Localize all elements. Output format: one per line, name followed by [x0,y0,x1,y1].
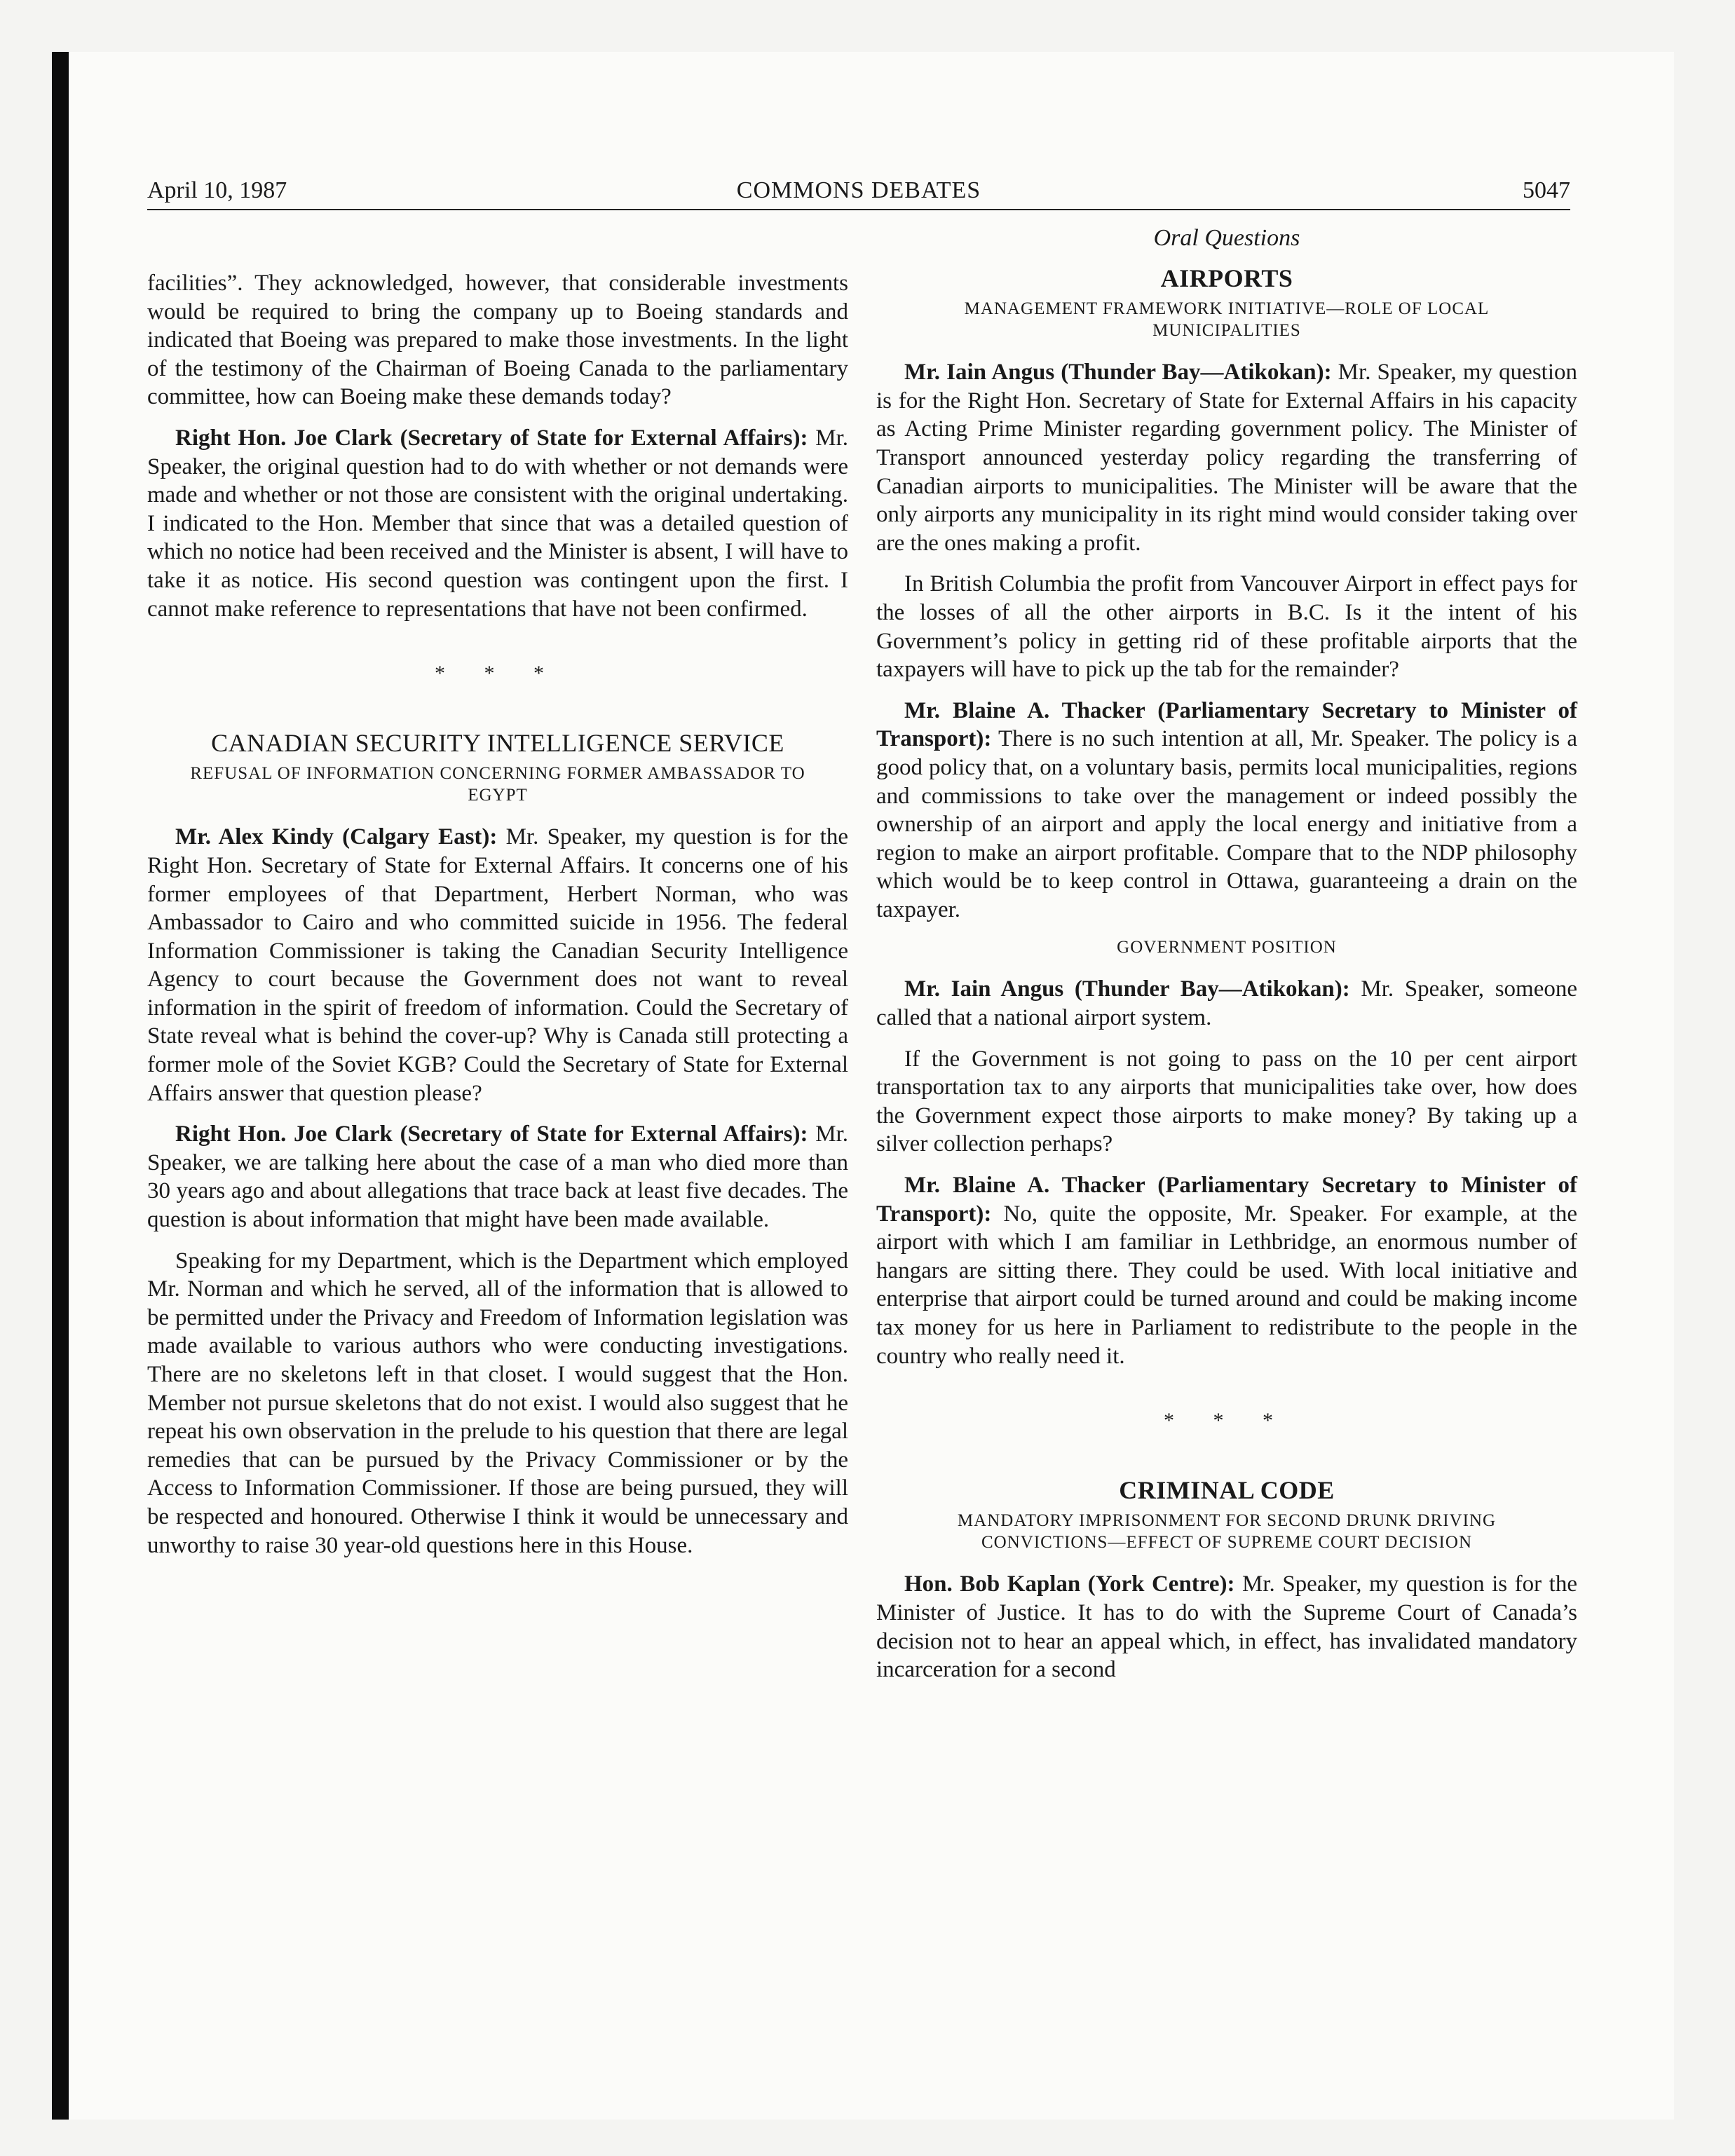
section-heading: CANADIAN SECURITY INTELLIGENCE SERVICE [211,728,784,757]
right-column [876,224,1577,1697]
speech-paragraph [876,697,1577,925]
speech-text: No, quite the opposite, Mr. Speaker. For example, at the airport with which I am familiar in Lethbridge, an enormous number of hangars are sitting there. They could be used. With local initiative and enterprise that airport could be turned around and could be making income tax money for us here in Parliament to redistribute to the people in the country who really need it. [876,1201,1577,1369]
speech-text: Mr. Speaker, the original question had to do with whether or not demands were made and whether or not those are consistent with the original undertaking. I indicated to the Hon. Member that since that was a detailed question of which no notice had been received and the Minister is absent, I will have to take it as notice. His second question was contingent upon the first. I cannot make reference to representations that have not been confirmed. [147,425,848,622]
speech-paragraph [147,1120,848,1234]
paragraph: Speaking for my Department, which is the Department which employed Mr. Norman and which he served, all of the information that is allowed to be permitted under the Privacy and Freedom of Information legislation was made available to various authors who were conducting investigations. There are no skeletons left in that closet. I would suggest that the Hon. Member not pursue skeletons that do not exist. I would also suggest that he repeat his own observation in the prelude to his question that there are legal remedies that can be pursued by the Privacy Commissioner or by the Access to Information Commissioner. If those are being pursued, they will be respected and honoured. Otherwise I think it would be unnecessary and unworthy to raise 30 year-old questions here in this House. [147,1248,848,1558]
speech-text: Mr. Speaker, my question is for the Minister of Justice. It has to do with the Supreme Court of Canada’s decision not to hear an appeal which, in effect, has invalidated mandatory incarceration for a second [876,1571,1577,1683]
speech-paragraph [876,1570,1577,1684]
section-heading: CRIMINAL CODE [1119,1475,1335,1504]
paragraph: facilities”. They acknowledged, however, that considerable investments would be required to bring the company up to Boeing standards and indicated that Boeing was prepared to make those investments. In the light of the testimony of the Chairman of Boeing Canada to the parliamentary committee, how can Boeing make these demands today? [147,271,848,410]
speaker-name: Mr. Alex Kindy (Calgary East): [175,824,498,850]
speaker-name: Mr. Iain Angus (Thunder Bay—Atikokan): [904,976,1350,1002]
speaker-name: Mr. Iain Angus (Thunder Bay—Atikokan): [904,360,1332,386]
speech-paragraph [876,975,1577,1032]
header-title: COMMONS DEBATES [736,177,981,203]
speech-text: There is no such intention at all, Mr. Speaker. The policy is a good policy that, on a voluntary basis, permits local municipalities, regions and commissions to take over the management or indeed possibly the ownership of an airport and apply the local energy and initiative from a region to make an airport profitable. Compare that to the NDP philosophy which would be to keep control in Ottawa, guaranteeing a drain on the taxpayer. [876,726,1577,922]
header-page-number: 5047 [1523,177,1570,203]
section-separator: * * * [1164,1409,1290,1433]
paragraph: In British Columbia the profit from Vancouver Airport in effect pays for the losses of all the other airports in B.C. Is it the intent of his Government’s policy in getting rid of these profitable airports that the taxpayers will have to pick up the tab for the remainder? [876,571,1577,683]
speech-text: Mr. Speaker, we are talking here about the case of a man who died more than 30 years ago and about allegations that trace back at least five decades. The question is about information that might have been made available. [147,1121,848,1233]
header-date: April 10, 1987 [147,177,287,203]
speaker-name: Mr. Blaine A. Thacker (Parliamentary Secretary to Minister of Transport): [876,697,1577,752]
speech-text: Mr. Speaker, someone called that a national airport system. [876,976,1577,1031]
speaker-name: Hon. Bob Kaplan (York Centre): [904,1571,1235,1597]
running-head: Oral Questions [1153,225,1300,251]
speech-paragraph [147,424,848,623]
speech-text: Mr. Speaker, my question is for the Right Hon. Secretary of State for External Affairs. It concerns one of his former employees of that Department, Herbert Norman, who was Ambassador to Cairo and who committed suicide in 1956. The federal Information Commissioner is taking the Canadian Security Intelligence Agency to court because the Government does not want to reveal information in the spirit of freedom of information. Could the Secretary of State reveal what is behind the cover-up? Why is Canada still protecting a former mole of the Soviet KGB? Could the Secretary of State for External Affairs answer that question please? [147,824,848,1106]
speaker-name: Mr. Blaine A. Thacker (Parliamentary Secretary to Minister of Transport): [876,1173,1577,1227]
speech-paragraph [147,823,848,1107]
speech-text: Mr. Speaker, my question is for the Right Hon. Secretary of State for External Affairs in his capacity as Acting Prime Minister regarding government policy. The Minister of Transport announced yesterday policy regarding the transferring of Canadian airports to municipalities. The Minister will be aware that the only airports any municipality in its right mind would consider taking over are the ones making a profit. [876,360,1577,556]
speech-paragraph [876,358,1577,557]
section-separator: * * * [435,662,561,685]
speaker-name: Right Hon. Joe Clark (Secretary of State for External Affairs): [175,1121,808,1147]
speaker-name: Right Hon. Joe Clark (Secretary of State for External Affairs): [175,425,808,451]
section-subheading: MANAGEMENT FRAMEWORK INITIATIVE—ROLE OF LOCAL MUNICIPALITIES [964,299,1490,341]
left-column [147,269,848,1572]
section-subheading: MANDATORY IMPRISONMENT FOR SECOND DRUNK DRIVING CONVICTIONS—EFFECT OF SUPREME COURT DECISION [957,1511,1497,1553]
section-subheading: GOVERNMENT POSITION [1117,938,1337,957]
section-subheading: REFUSAL OF INFORMATION CONCERNING FORMER AMBASSADOR TO EGYPT [190,764,805,805]
paragraph: If the Government is not going to pass on the 10 per cent airport transportation tax to any airports that municipalities take over, how does the Government expect those airports to make money? By taking up a silver collection perhaps? [876,1046,1577,1157]
speech-paragraph [876,1171,1577,1370]
section-heading: AIRPORTS [1160,264,1293,292]
page-header [147,177,1570,210]
scan-edge [52,52,69,2120]
